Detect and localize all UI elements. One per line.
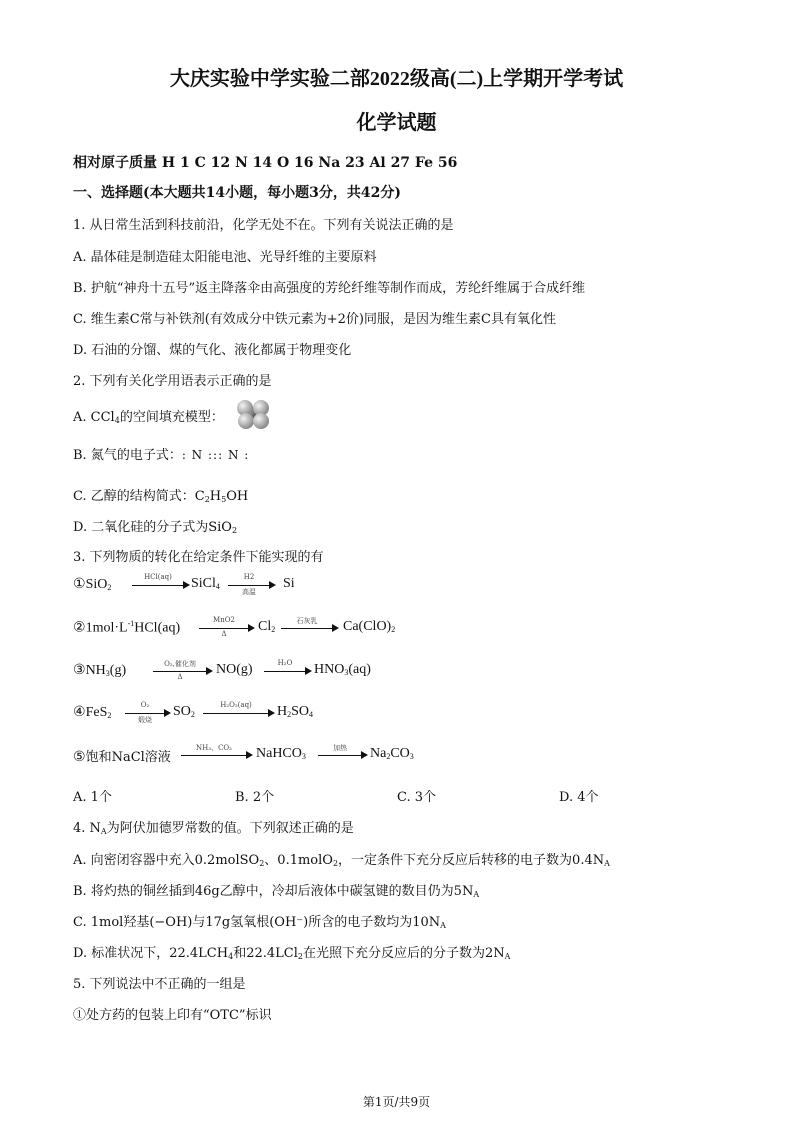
question-5-stem: 5. 下列说法中不正确的一组是 bbox=[73, 977, 246, 992]
reaction-4: ④FeS$_2$ bbox=[73, 705, 112, 720]
question-3-stem: 3. 下列物质的转化在给定条件下能实现的有 bbox=[73, 550, 324, 565]
reaction-4-product-1: $SO_2$ bbox=[173, 704, 195, 719]
reaction-4-arrow-1: O₂ 煅烧 bbox=[125, 704, 171, 724]
question-4-option-a: A. 向密闭容器中充入0.2molSO$_2$、0.1molO$_2$，一定条件下充分反应后转移的电子数为$0.4N_A$ bbox=[73, 853, 610, 868]
reaction-5-arrow-1: NH₃、CO₂ bbox=[181, 746, 253, 766]
section-heading: 一、选择题(本大题共14小题，每小题3分，共42分) bbox=[73, 185, 401, 201]
question-2-stem: 2. 下列有关化学用语表示正确的是 bbox=[73, 374, 272, 389]
reaction-4-arrow-2: H₂O₂(aq) bbox=[203, 704, 275, 724]
question-4-option-c: C. 1mol羟基(−OH)与17g氢氧根(OH⁻)所含的电子数均为$10N_A$ bbox=[73, 915, 446, 930]
atomic-mass-line: 相对原子质量 H 1 C 12 N 14 O 16 Na 23 Al 27 Fe 56 bbox=[73, 155, 458, 171]
reaction-5: ⑤饱和NaCl溶液 bbox=[73, 750, 171, 765]
reaction-5-product-1: NaHCO$_3$ bbox=[256, 746, 306, 761]
reaction-3-arrow-1: O₂,催化剂 Δ bbox=[153, 662, 213, 682]
question-3-option-d: D. 4个 bbox=[559, 790, 599, 805]
exam-title: 大庆实验中学实验二部2022级高(二)上学期开学考试 bbox=[169, 68, 624, 90]
question-4-option-b: B. 将灼热的铜丝插到46g乙醇中，冷却后液体中碳氢键的数目仍为$5N_A$ bbox=[73, 884, 480, 899]
reaction-2-product-1: $Cl_2$ bbox=[258, 619, 276, 634]
question-1-option-c: C. 维生素C常与补铁剂(有效成分中铁元素为+2价)同服，是因为维生素C具有氧化性 bbox=[73, 312, 556, 327]
reaction-2: $②1mol\cdot L^{-1}HCl(aq)$ bbox=[73, 619, 181, 636]
reaction-3-arrow-2: H₂O bbox=[264, 662, 312, 682]
reaction-1-product-2: Si bbox=[283, 576, 295, 591]
question-1-option-a: A. 晶体硅是制造硅太阳能电池、光导纤维的主要原料 bbox=[73, 250, 377, 265]
question-2-option-c: C. 乙醇的结构简式：$C_2H_5OH$ bbox=[73, 489, 249, 504]
question-3-option-a: A. 1个 bbox=[73, 790, 112, 805]
reaction-2-arrow-1: MnO2 Δ bbox=[199, 619, 255, 639]
question-2-option-a: A. CCl$_4$的空间填充模型： bbox=[73, 410, 224, 425]
reaction-5-product-2: $Na_2CO_3$ bbox=[370, 746, 414, 761]
question-1-option-d: D. 石油的分馏、煤的气化、液化都属于物理变化 bbox=[73, 343, 352, 358]
question-4-stem: 4. $N_A$为阿伏加德罗常数的值。下列叙述正确的是 bbox=[73, 821, 354, 836]
reaction-3-product-1: NO(g) bbox=[216, 662, 253, 677]
question-3-option-b: B. 2个 bbox=[235, 790, 275, 805]
reaction-5-arrow-2: 加热 bbox=[318, 746, 368, 766]
ccl4-space-filling-model bbox=[234, 398, 272, 430]
reaction-1: ①SiO$_2$ bbox=[73, 577, 112, 592]
question-4-option-d: D. 标准状况下，$22.4LCH_4$和22.4LCl$_2$在光照下充分反应后的分子数为$2N_A$ bbox=[73, 946, 511, 961]
page-footer: 第1页/共9页 bbox=[362, 1095, 431, 1109]
question-2-option-b: B. 氮气的电子式：: N ::: N : bbox=[73, 448, 250, 463]
reaction-1-arrow-1: HCl(aq) bbox=[132, 576, 190, 596]
reaction-4-product-2: $H_2SO_4$ bbox=[277, 704, 314, 719]
reaction-1-arrow-2: H2 高温 bbox=[228, 576, 276, 596]
reaction-2-product-2: $Ca(ClO)_2$ bbox=[343, 619, 396, 634]
question-5-item-1: ①处方药的包装上印有“OTC”标识 bbox=[73, 1008, 272, 1023]
reaction-3-product-2: $HNO_3(aq)$ bbox=[314, 662, 371, 677]
exam-subtitle: 化学试题 bbox=[356, 112, 437, 134]
question-1-option-b: B. 护航“神舟十五号”返主降落伞由高强度的芳纶纤维等制作而成，芳纶纤维属于合成纤维 bbox=[73, 281, 586, 296]
question-2-option-d: D. 二氧化硅的分子式为SiO$_2$ bbox=[73, 520, 238, 535]
question-1-stem: 1. 从日常生活到科技前沿，化学无处不在。下列有关说法正确的是 bbox=[73, 218, 454, 233]
question-3-option-c: C. 3个 bbox=[397, 790, 437, 805]
reaction-3: $③NH_3(g)$ bbox=[73, 663, 127, 678]
reaction-2-arrow-2: 石灰乳 bbox=[281, 619, 339, 639]
reaction-1-product-1: SiCl$_4$ bbox=[191, 576, 220, 591]
